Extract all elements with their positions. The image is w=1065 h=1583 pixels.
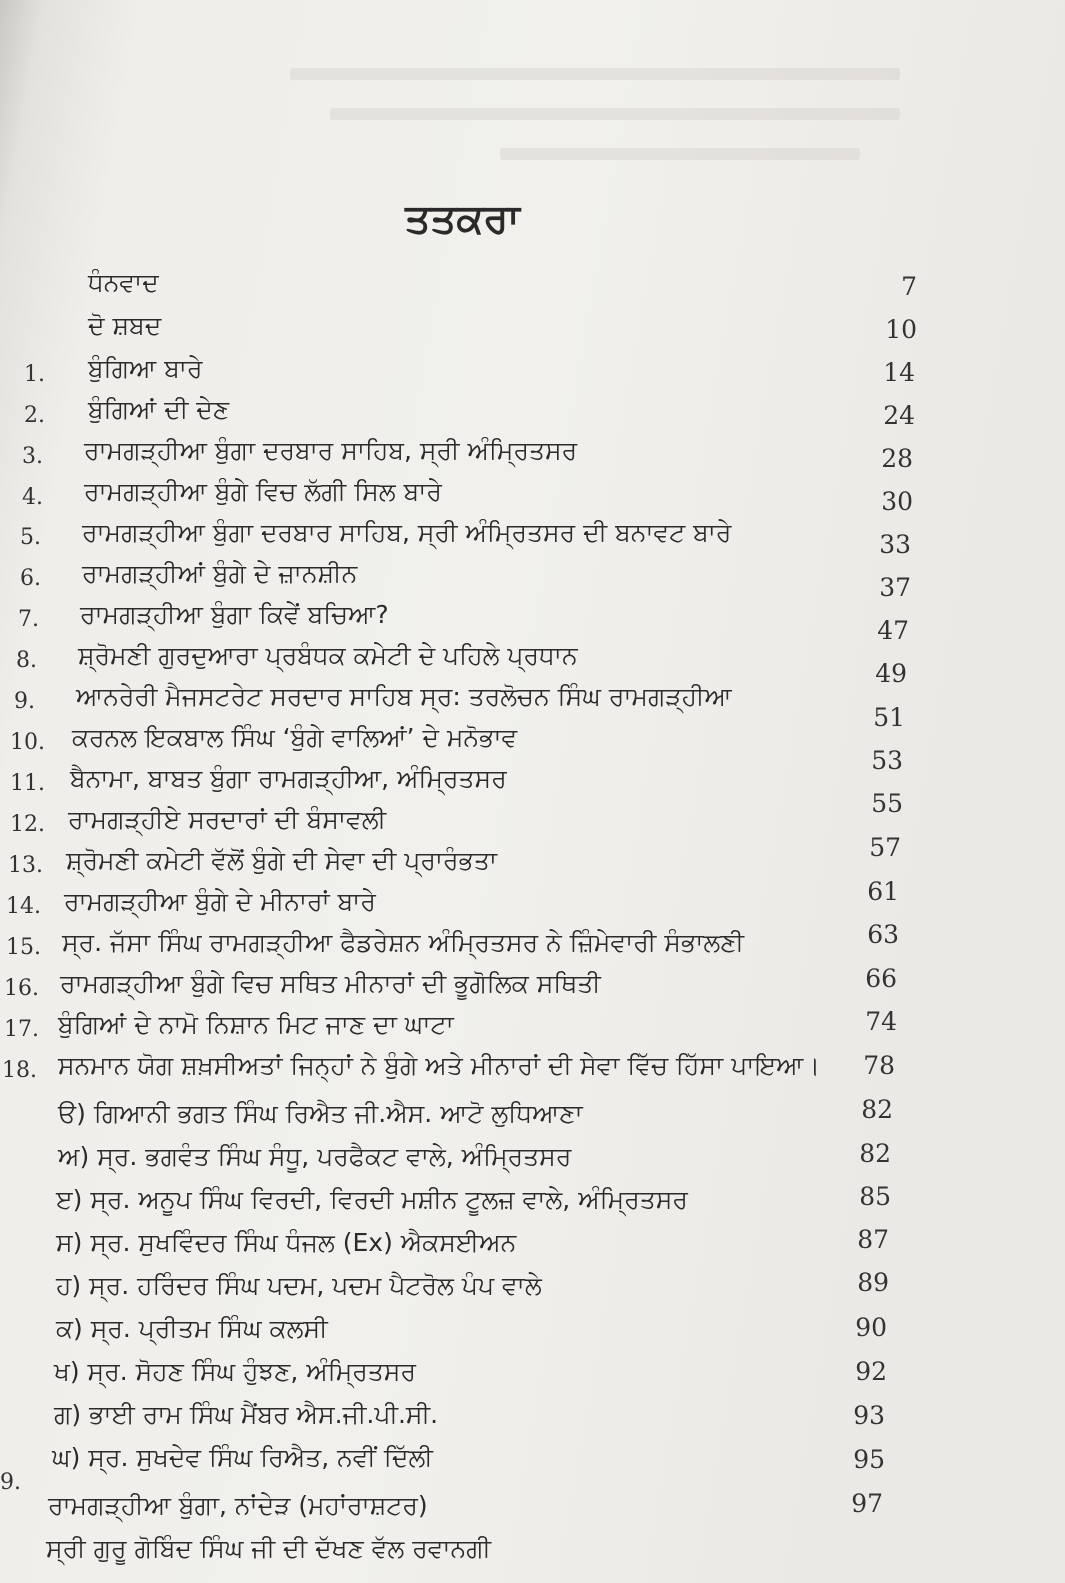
- toc-entry-page: 10: [885, 315, 917, 344]
- toc-chapter-number: 10.: [10, 730, 45, 755]
- toc-entry-page: 61: [867, 877, 899, 906]
- toc-entry-page: 89: [857, 1268, 889, 1297]
- toc-chapter-number: 16.: [4, 976, 39, 1001]
- bleed-through-line: [290, 68, 900, 80]
- toc-entry-page: 37: [879, 573, 911, 602]
- toc-chapter-number: 15.: [6, 935, 41, 960]
- toc-entry-label: ਬੁੰਗਿਆਂ ਦੀ ਦੇਣ: [88, 395, 230, 424]
- toc-entry-label: ਰਾਮਗੜ੍ਹੀਆ ਬੁੰਗਾ ਦਰਬਾਰ ਸਾਹਿਬ, ਸ੍ਰੀ ਅੰਮ੍ਰਿਤਸਰ: [84, 436, 578, 465]
- toc-subentry-label: ੲ) ਸ੍ਰ. ਅਨੂਪ ਸਿੰਘ ਵਿਰਦੀ, ਵਿਰਦੀ ਮਸ਼ੀਨ ਟੂਲਜ਼ ਵਾਲੇ, ਅੰਮ੍ਰਿਤਸਰ: [56, 1185, 688, 1214]
- toc-subentry-label: ਹ) ਸ੍ਰ. ਹਰਿੰਦਰ ਸਿੰਘ ਪਦਮ, ਪਦਮ ਪੈਟਰੋਲ ਪੰਪ ਵਾਲੇ: [56, 1271, 542, 1300]
- toc-entry-label: ਸਨਮਾਨ ਯੋਗ ਸ਼ਖ਼ਸੀਅਤਾਂ ਜਿਨ੍ਹਾਂ ਨੇ ਬੁੰਗੇ ਅਤੇ ਮੀਨਾਰਾਂ ਦੀ ਸੇਵਾ ਵਿੱਚ ਹਿੱਸਾ ਪਾਇਆ।: [58, 1051, 821, 1080]
- toc-entry-page: 74: [865, 1007, 897, 1036]
- toc-entry-page: 95: [853, 1445, 885, 1474]
- toc-chapter-number: 18.: [2, 1058, 37, 1083]
- toc-chapter-number: 9.: [14, 689, 35, 714]
- toc-chapter-number: 14.: [6, 894, 41, 919]
- page-title: ਤਤਕਰਾ: [405, 196, 520, 242]
- toc-entry-label: ਬੈਨਾਮਾ, ਬਾਬਤ ਬੁੰਗਾ ਰਾਮਗੜ੍ਹੀਆ, ਅੰਮ੍ਰਿਤਸਰ: [70, 764, 507, 793]
- toc-entry-page: 97: [851, 1489, 883, 1518]
- toc-chapter-number: 12.: [10, 812, 45, 837]
- toc-chapter-number: 7.: [18, 607, 39, 632]
- toc-chapter-number: 9.: [0, 1470, 21, 1495]
- toc-entry-page: 78: [863, 1051, 895, 1080]
- toc-subentry-label: ਸ) ਸ੍ਰ. ਸੁਖਵਿੰਦਰ ਸਿੰਘ ਧੰਜਲ (Ex) ਐਕਸਈਅਨ: [56, 1228, 517, 1257]
- toc-entry-label: ਰਾਮਗੜ੍ਹੀਆ ਬੁੰਗੇ ਵਿਚ ਸਥਿਤ ਮੀਨਾਰਾਂ ਦੀ ਭੂਗੋਲਿਕ ਸਥਿਤੀ: [60, 969, 601, 998]
- toc-entry-label: ਰਾਮਗੜ੍ਹੀਏ ਸਰਦਾਰਾਂ ਦੀ ਬੰਸਾਵਲੀ: [68, 805, 387, 834]
- toc-entry-label: ਸ਼੍ਰੋਮਣੀ ਕਮੇਟੀ ਵੱਲੋਂ ਬੁੰਗੇ ਦੀ ਸੇਵਾ ਦੀ ਪ੍ਰਾਰੰਭਤਾ: [66, 846, 497, 875]
- toc-entry-page: 82: [859, 1139, 891, 1168]
- toc-entry-page: 7: [901, 272, 917, 301]
- toc-entry-page: 49: [875, 659, 907, 688]
- toc-entry-label: ਰਾਮਗੜ੍ਹੀਆ ਬੁੰਗੇ ਵਿਚ ਲੱਗੀ ਸਿਲ ਬਾਰੇ: [84, 477, 442, 506]
- toc-entry-page: 87: [857, 1225, 889, 1254]
- toc-entry-label: ਰਾਮਗੜ੍ਹੀਆ ਬੁੰਗਾ ਦਰਬਾਰ ਸਾਹਿਬ, ਸ੍ਰੀ ਅੰਮ੍ਰਿਤਸਰ ਦੀ ਬਨਾਵਟ ਬਾਰੇ: [82, 518, 732, 547]
- toc-subentry-label: ਅ) ਸ੍ਰ. ਭਗਵੰਤ ਸਿੰਘ ਸੰਧੂ, ਪਰਫੈਕਟ ਵਾਲੇ, ਅੰਮ੍ਰਿਤਸਰ: [58, 1142, 572, 1171]
- toc-entry-page: 63: [867, 920, 899, 949]
- toc-entry-page: 90: [855, 1313, 887, 1342]
- toc-entry-page: 55: [871, 789, 903, 818]
- toc-entry-label: ਰਾਮਗੜ੍ਹੀਆ ਬੁੰਗੇ ਦੇ ਮੀਨਾਰਾਂ ਬਾਰੇ: [64, 887, 376, 916]
- toc-chapter-number: 1.: [24, 362, 45, 387]
- toc-entry-page: 93: [853, 1401, 885, 1430]
- toc-entry-page: 14: [883, 358, 915, 387]
- toc-entry-label: ਬੁੰਗਿਆ ਬਾਰੇ: [88, 354, 203, 383]
- toc-chapter-number: 17.: [4, 1017, 39, 1042]
- toc-entry-page: 82: [861, 1095, 893, 1124]
- bleed-through-line: [330, 108, 900, 120]
- toc-chapter-number: 2.: [24, 403, 45, 428]
- toc-entry-label: ਸ੍ਰੀ ਗੁਰੂ ਗੋਬਿੰਦ ਸਿੰਘ ਜੀ ਦੀ ਦੱਖਣ ਵੱਲ ਰਵਾਨਗੀ: [46, 1534, 492, 1563]
- toc-entry-label: ਕਰਨਲ ਇਕਬਾਲ ਸਿੰਘ ‘ਬੁੰਗੇ ਵਾਲਿਆਂ’ ਦੇ ਮਨੋਭਾਵ: [72, 723, 518, 752]
- toc-chapter-number: 11.: [10, 771, 45, 796]
- toc-subentry-label: ਕ) ਸ੍ਰ. ਪ੍ਰੀਤਮ ਸਿੰਘ ਕਲਸੀ: [56, 1314, 328, 1343]
- toc-entry-page: 47: [877, 616, 909, 645]
- toc-entry-page: 92: [855, 1357, 887, 1386]
- toc-chapter-number: 6.: [20, 566, 41, 591]
- toc-entry-page: 30: [881, 487, 913, 516]
- toc-chapter-number: 8.: [16, 648, 37, 673]
- toc-subentry-label: ਖ) ਸ੍ਰ. ਸੋਹਣ ਸਿੰਘ ਹੁੰਝਣ, ਅੰਮ੍ਰਿਤਸਰ: [54, 1357, 416, 1386]
- toc-entry-label: ਸ੍ਰ. ਜੱਸਾ ਸਿੰਘ ਰਾਮਗੜ੍ਹੀਆ ਫੈਡਰੇਸ਼ਨ ਅੰਮ੍ਰਿਤਸਰ ਨੇ ਜ਼ਿੰਮੇਵਾਰੀ ਸੰਭਾਲਣੀ: [62, 928, 745, 957]
- toc-entry-page: 28: [881, 444, 913, 473]
- toc-entry-page: 24: [883, 401, 915, 430]
- toc-chapter-number: 13.: [8, 853, 43, 878]
- toc-chapter-number: 4.: [22, 485, 43, 510]
- toc-entry-label: ਧੰਨਵਾਦ: [88, 268, 159, 297]
- toc-entry-label: ਰਾਮਗੜ੍ਹੀਆ ਬੁੰਗਾ ਕਿਵੇਂ ਬਚਿਆ?: [80, 600, 389, 629]
- toc-entry-page: 51: [873, 703, 905, 732]
- toc-entry-label: ਰਾਮਗੜ੍ਹੀਆਂ ਬੁੰਗੇ ਦੇ ਜ਼ਾਨਸ਼ੀਨ: [82, 559, 358, 588]
- toc-entry-label: ਬੁੰਗਿਆਂ ਦੇ ਨਾਮੋ ਨਿਸ਼ਾਨ ਮਿਟ ਜਾਣ ਦਾ ਘਾਟਾ: [58, 1010, 454, 1039]
- toc-entry-page: 85: [859, 1182, 891, 1211]
- toc-entry-page: 53: [871, 746, 903, 775]
- toc-entry-page: 66: [865, 964, 897, 993]
- toc-entry-label: ਆਨਰੇਰੀ ਮੈਜਸਟਰੇਟ ਸਰਦਾਰ ਸਾਹਿਬ ਸ੍ਰ: ਤਰਲੋਚਨ ਸਿੰਘ ਰਾਮਗੜ੍ਹੀਆ: [76, 682, 732, 711]
- toc-chapter-number: 5.: [20, 525, 41, 550]
- toc-entry-label: ਸ਼੍ਰੋਮਣੀ ਗੁਰਦੁਆਰਾ ਪ੍ਰਬੰਧਕ ਕਮੇਟੀ ਦੇ ਪਹਿਲੇ ਪ੍ਰਧਾਨ: [78, 641, 578, 670]
- toc-entry-label: ਰਾਮਗੜ੍ਹੀਆ ਬੁੰਗਾ, ਨਾਂਦੇੜ (ਮਹਾਂਰਾਸ਼ਟਰ): [48, 1491, 428, 1520]
- toc-subentry-label: ਗ) ਭਾਈ ਰਾਮ ਸਿੰਘ ਮੈਂਬਰ ਐਸ.ਜੀ.ਪੀ.ਸੀ.: [54, 1400, 439, 1429]
- toc-entry-page: 57: [869, 833, 901, 862]
- toc-chapter-number: 3.: [22, 444, 43, 469]
- bleed-through-line: [500, 148, 860, 160]
- toc-subentry-label: ੳ) ਗਿਆਨੀ ਭਗਤ ਸਿੰਘ ਰਿਐਤ ਜੀ.ਐਸ. ਆਟੋ ਲੁਧਿਆਣਾ: [58, 1099, 583, 1128]
- toc-entry-label: ਦੋ ਸ਼ਬਦ: [88, 311, 162, 340]
- toc-subentry-label: ਘ) ਸ੍ਰ. ਸੁਖਦੇਵ ਸਿੰਘ ਰਿਐਤ, ਨਵੀਂ ਦਿੱਲੀ: [52, 1443, 433, 1472]
- toc-entry-page: 33: [879, 530, 911, 559]
